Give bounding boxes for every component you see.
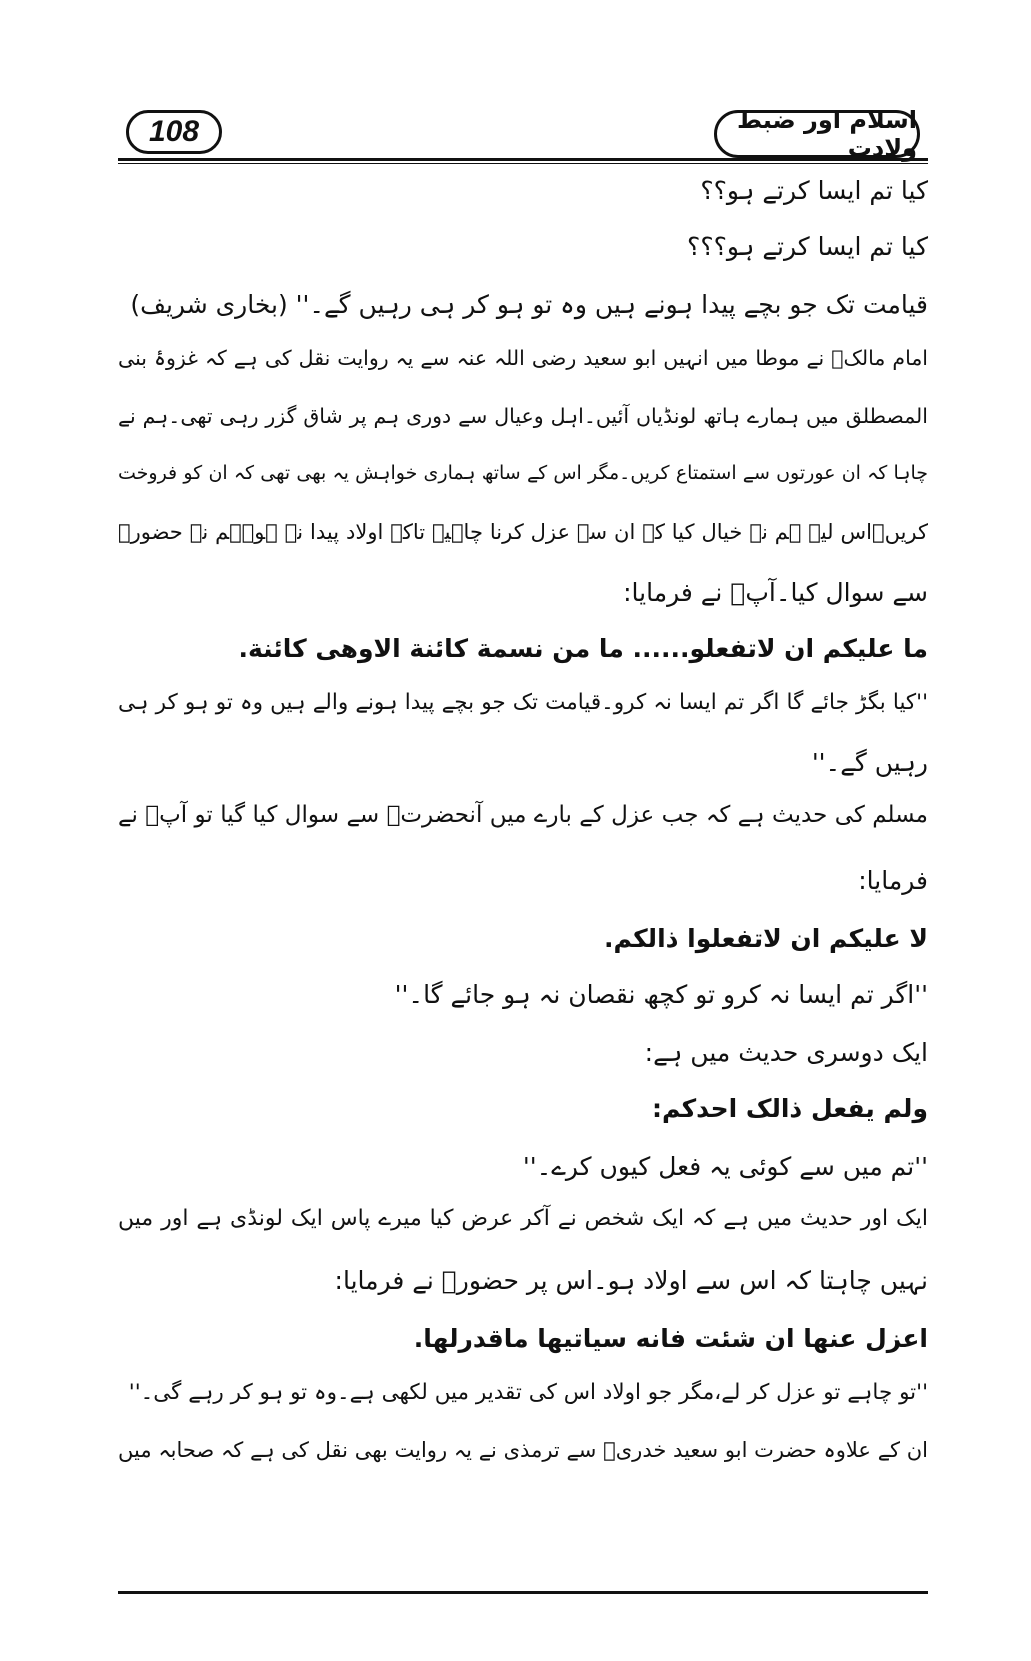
text-line: ایک اور حدیث میں ہے کہ ایک شخص نے آکر عرض کیا میرے پاس ایک لونڈی ہے اور میں: [118, 1206, 928, 1231]
text-line: امام مالکؒ نے موطا میں انہیں ابو سعید رضی اللہ عنہ سے یہ روایت نقل کی ہے کہ غزوۂ بنی: [118, 346, 928, 370]
text-line: ''تم میں سے کوئی یہ فعل کیوں کرے۔'': [522, 1152, 928, 1181]
book-title: اسلام اور ضبط ولادت: [714, 110, 920, 158]
arabic-hadith-line: لا علیکم ان لاتفعلوا ذالکم.: [604, 924, 928, 953]
text-line: نہیں چاہتا کہ اس سے اولاد ہو۔اس پر حضورؐ نے فرمایا:: [334, 1266, 928, 1295]
text-line: ''تو چاہے تو عزل کر لے،مگر جو اولاد اس کی تقدیر میں لکھی ہے۔وہ تو ہو کر رہے گی۔'': [128, 1380, 928, 1405]
text-line: کریں۔اس لیے ہم نے خیال کیا کہ ان سے عزل کرنا چاہیے تاکہ اولاد پیدا نہ ہو۔ہم نے حضورؐ: [118, 520, 928, 544]
text-line: رہیں گے۔'': [811, 748, 928, 777]
page-header: [118, 100, 928, 166]
page-body: [118, 176, 928, 1586]
text-line: ان کے علاوہ حضرت ابو سعید خدریؓ سے ترمذی نے یہ روایت بھی نقل کی ہے کہ صحابہ میں: [118, 1438, 928, 1462]
arabic-hadith-line: اعزل عنھا ان شئت فانه سیاتیھا ماقدرلھا.: [413, 1324, 928, 1353]
arabic-hadith-line: ما علیکم ان لاتفعلو...... ما من نسمة کائنة الاوھی کائنة.: [238, 634, 928, 663]
text-line: ''اگر تم ایسا نہ کرو تو کچھ نقصان نہ ہو جائے گا۔'': [394, 980, 928, 1009]
text-line: المصطلق میں ہمارے ہاتھ لونڈیاں آئیں۔اہل وعیال سے دوری ہم پر شاق گزر رہی تھی۔ہم نے: [118, 404, 928, 428]
header-rule-thin: [118, 163, 928, 164]
text-line: مسلم کی حدیث ہے کہ جب عزل کے بارے میں آنحضرتؐ سے سوال کیا گیا تو آپؐ نے: [118, 802, 928, 828]
text-line: قیامت تک جو بچے پیدا ہونے ہیں وہ تو ہو کر ہی رہیں گے۔'' (بخاری شریف): [130, 290, 928, 319]
text-line: ''کیا بگڑ جائے گا اگر تم ایسا نہ کرو۔قیامت تک جو بچے پیدا ہونے والے ہیں وہ تو ہو کر ہی: [118, 690, 928, 715]
text-line: کیا تم ایسا کرتے ہو؟؟: [700, 176, 928, 205]
text-line: کیا تم ایسا کرتے ہو؟؟؟: [687, 232, 928, 261]
footer-rule: [118, 1591, 928, 1594]
arabic-hadith-line: ولم یفعل ذالک احدکم:: [651, 1094, 928, 1123]
text-line: ایک دوسری حدیث میں ہے:: [644, 1038, 928, 1067]
page-number: 108: [126, 110, 222, 154]
text-line: سے سوال کیا۔آپؐ نے فرمایا:: [623, 578, 928, 607]
text-line: چاہا کہ ان عورتوں سے استمتاع کریں۔مگر اس کے ساتھ ہماری خواہش یہ بھی تھی کہ ان کو فروخت: [118, 462, 928, 484]
text-line: فرمایا:: [858, 866, 928, 895]
header-rule: [118, 158, 928, 161]
